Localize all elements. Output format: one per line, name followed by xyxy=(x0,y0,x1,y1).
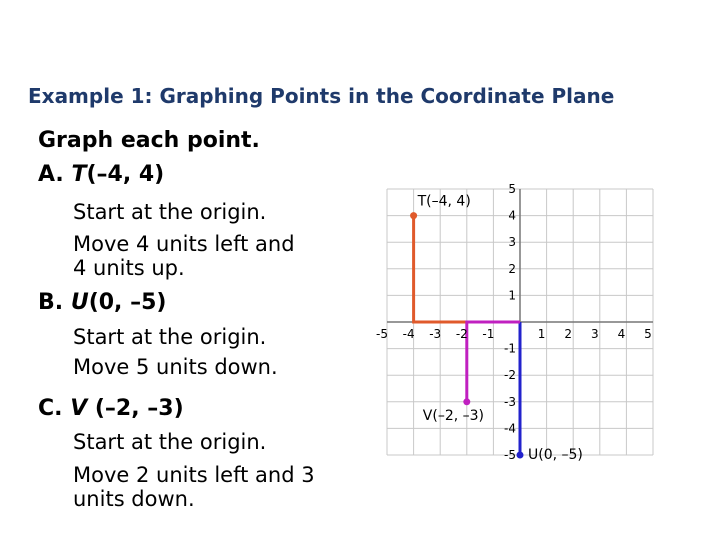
part-c-step: units down. xyxy=(73,487,195,511)
x-tick-label: 5 xyxy=(644,327,652,341)
part-a-letter: A. xyxy=(38,162,64,187)
y-tick-label: 2 xyxy=(508,261,516,276)
x-tick-label: -1 xyxy=(482,327,495,341)
part-b-coords: (0, –5) xyxy=(88,290,167,315)
part-b-step: Start at the origin. xyxy=(73,325,267,349)
y-tick-label: -3 xyxy=(504,394,516,409)
y-tick-label: 4 xyxy=(508,208,516,223)
y-tick-label: 3 xyxy=(508,235,516,250)
y-tick-label: -2 xyxy=(504,368,516,383)
x-tick-label: 4 xyxy=(617,327,626,341)
page-title: Example 1: Graphing Points in the Coordinate Plane xyxy=(28,84,615,108)
point-label: V(–2, –3) xyxy=(422,407,485,424)
x-tick-label: -3 xyxy=(429,327,442,341)
part-b-step: Move 5 units down. xyxy=(73,355,278,379)
x-tick-label: -5 xyxy=(376,327,388,341)
part-a-point-name: T xyxy=(71,162,87,187)
x-tick-label: -4 xyxy=(402,327,415,341)
y-tick-label: -5 xyxy=(504,448,516,462)
y-tick-label: 1 xyxy=(508,288,516,303)
point-marker xyxy=(517,452,524,459)
part-b-point-name: U xyxy=(70,290,89,315)
y-tick-label: -1 xyxy=(504,341,516,356)
part-a-step: Start at the origin. xyxy=(73,200,267,224)
point-marker xyxy=(463,398,470,405)
part-a-step: 4 units up. xyxy=(73,256,185,280)
point-label: U(0, –5) xyxy=(528,447,583,463)
y-tick-label: 5 xyxy=(508,182,516,196)
y-tick-label: -4 xyxy=(504,421,516,436)
part-c-letter: C. xyxy=(38,396,63,421)
part-b-letter: B. xyxy=(38,290,64,315)
x-tick-label: 2 xyxy=(564,327,573,341)
part-c-coords: (–2, –3) xyxy=(87,396,184,421)
part-c-step: Move 2 units left and 3 xyxy=(73,463,315,487)
part-c-step: Start at the origin. xyxy=(73,430,267,454)
x-tick-label: 3 xyxy=(590,327,599,341)
point-label: T(–4, 4) xyxy=(417,193,471,210)
x-tick-label: 1 xyxy=(537,327,546,341)
part-a-step: Move 4 units left and xyxy=(73,232,295,256)
part-c-point-name: V xyxy=(70,396,88,421)
x-tick-label: -2 xyxy=(455,327,468,341)
instruction: Graph each point. xyxy=(38,128,260,153)
part-a-coords: (–4, 4) xyxy=(86,162,165,187)
point-marker xyxy=(410,212,417,219)
